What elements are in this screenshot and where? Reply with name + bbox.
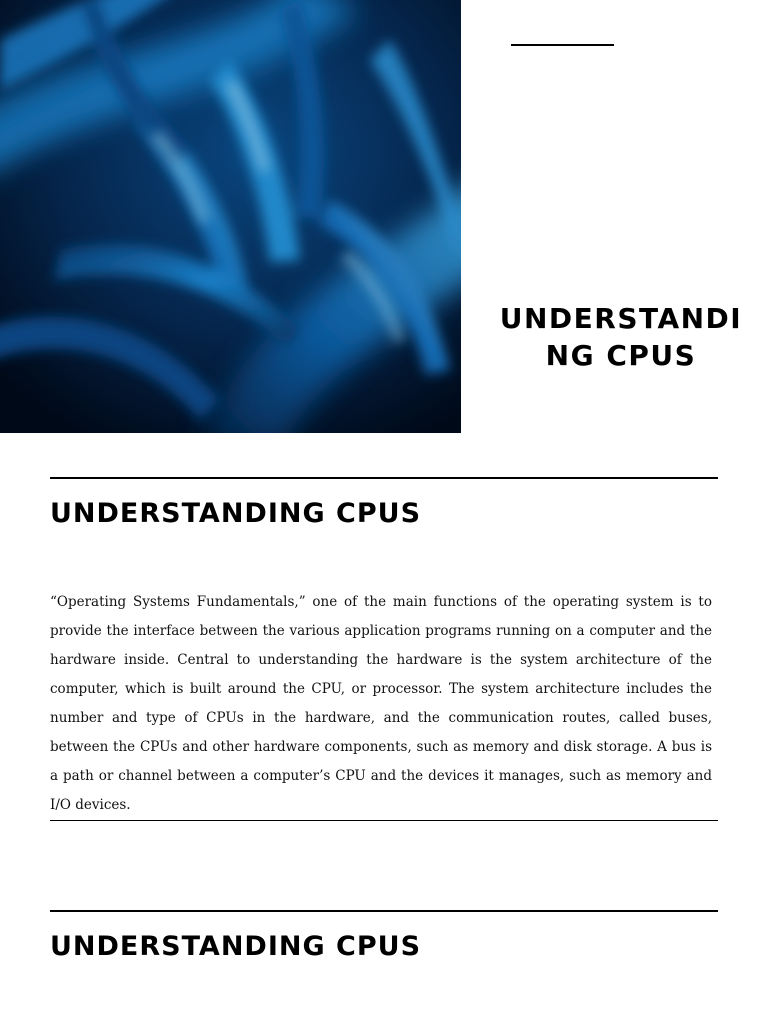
cover-title: UNDERSTANDING CPUS <box>499 302 743 372</box>
section-heading: UNDERSTANDING CPUS <box>50 498 422 529</box>
section-2-heading: UNDERSTANDING CPUS <box>50 931 422 962</box>
cover-accent-rule <box>511 44 614 46</box>
section-2-top-rule <box>50 910 718 912</box>
cover-image <box>0 0 461 433</box>
blue-ribbons-illustration <box>0 0 461 433</box>
section-body-paragraph: “Operating Systems Fundamentals,” one of the main functions of the operating system is to provide the interface between the various application programs running on a computer and the hardware inside. Central to understanding the hardware is the system architecture of the computer, which is built around the CPU, or processor. The system architecture includes the number and type of CPUs in the hardware, and the communication routes, called buses, between the CPUs and other hardware components, such as memory and disk storage. A bus is a path or channel between a computer’s CPU and the devices it manages, such as memory and I/O devices. <box>50 594 712 813</box>
section-top-rule <box>50 477 718 479</box>
section-bottom-rule <box>50 820 718 821</box>
